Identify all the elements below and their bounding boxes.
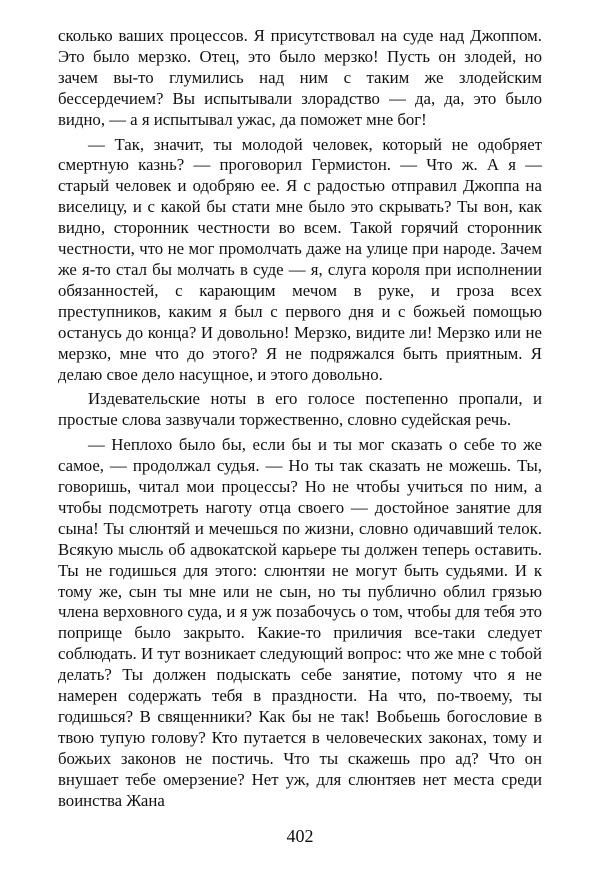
paragraph-judge-continues: — Неплохо было бы, если бы и ты мог сказать о себе то же самое, — продолжал судья. — Но ты так сказать не можешь. Ты, говоришь, читал мои процессы? Но не чтобы учиться по ним, а чтобы подсмотреть наготу отца своего — достойное занятие для сына! Ты слюнтяй и мечешься по жизни, словно одичавший телок. Всякую мысль об адвокатской карьере ты должен теперь оставить. Ты не годишься для этого: слюнтяи не могут быть судьями. И к тому же, сын ты мне или не сын, но ты публично облил грязью члена верховного суда, и я уж позабочусь о том, чтобы для тебя это поприще было закрыто. Какие-то приличия все-таки следует соблюдать. И тут возникает следующий вопрос: что же мне с тобой делать? Ты должен подыскать себе занятие, потому что я не намерен содержать тебя в праздности. На что, по-твоему, ты годишься? В священники? Как бы не так! Вобьешь богословие в твою тупую голову? Кто путается в человеческих законах, тому и божьих законов не постичь. Что ты скажешь про ад? Что он внушает тебе омерзение? Нет уж, для слюнтяев нет места среди воинства Жана xyxy=(58,435,542,810)
paragraph-continuation: сколько ваших процессов. Я присутствовал на суде над Джоппом. Это было мерзко. Отец, это было мерзко! Пусть он злодей, но зачем вы-то глумились над ним с таким же злодейским бессердечием? Вы испытывали злорадство — да, да, это было видно, — а я испытывал ужас, да поможет мне бог! xyxy=(58,26,542,129)
paragraph-narration: Издевательские ноты в его голосе постепенно пропали, и простые слова зазвучали торжественно, словно судейская речь. xyxy=(58,389,542,430)
page-number: 402 xyxy=(286,826,314,846)
paragraph-hermiston-reply: — Так, значит, ты молодой человек, который не одобряет смертную казнь? — проговорил Гермистон. — Что ж. А я — старый человек и одобряю ее. Я с радостью отправил Джоппа на виселицу, и с какой бы стати мне было это скрывать? Ты вон, как видно, сторонник честности во всем. Такой горячий сторонник честности, что не мог промолчать даже на улице при народе. Зачем же я-то стал бы молчать в суде — я, слуга короля при исполнении обязанностей, с карающим мечом в руке, и гроза всех преступников, каким я был с первого дня и с божьей помощью останусь до конца? И довольно! Мерзко, видите ли! Мерзко или не мерзко, мне что до этого? Я не подряжался быть приятным. Я делаю свое дело насущное, и этого довольно. xyxy=(58,134,542,384)
book-page-text xyxy=(58,26,542,816)
